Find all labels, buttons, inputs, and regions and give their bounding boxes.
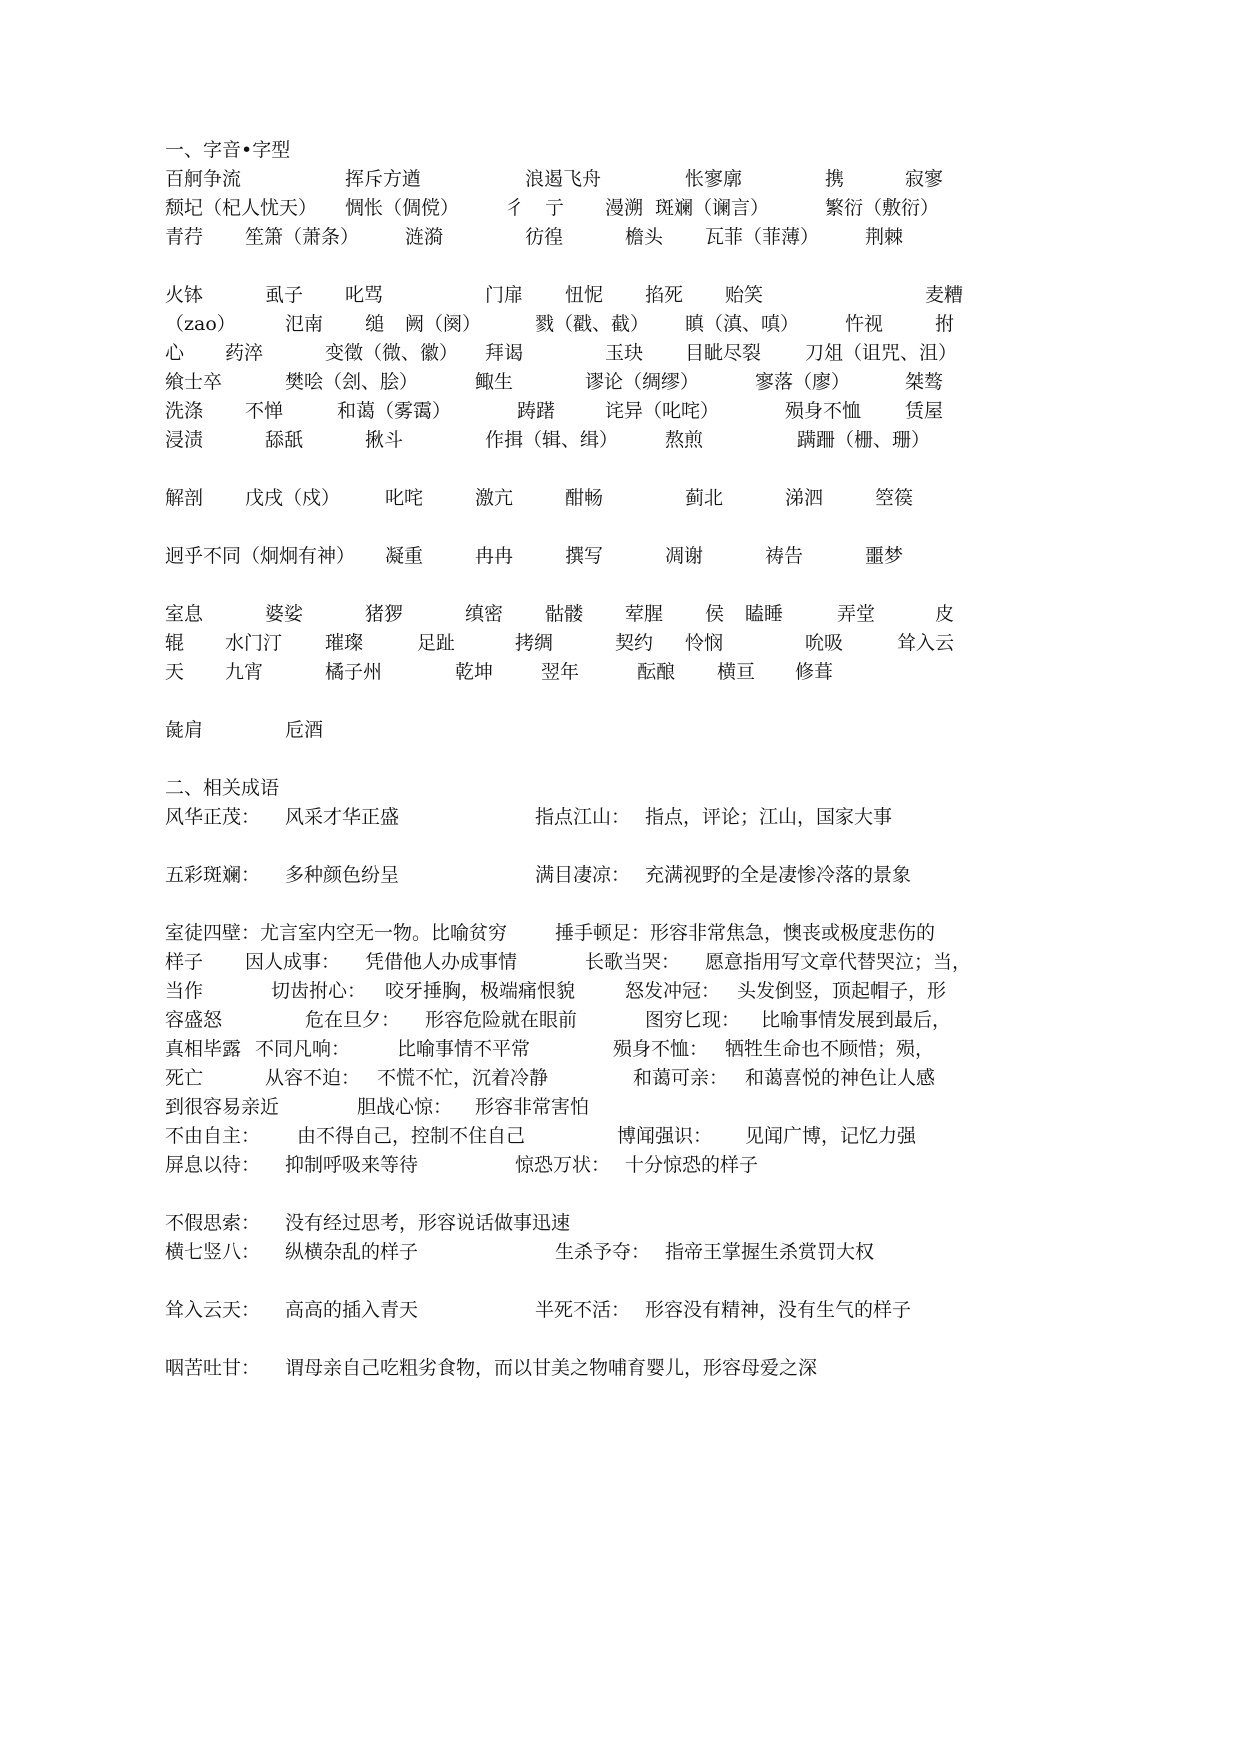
text-item: 危在旦夕：	[305, 1009, 401, 1031]
text-item: 瞌睡	[745, 603, 784, 625]
text-line	[165, 1238, 965, 1267]
text-item: 洗涤	[165, 400, 204, 422]
blank-line	[165, 1325, 965, 1354]
text-item: 虱子	[265, 284, 304, 306]
text-line	[165, 397, 965, 426]
text-item: 凋谢	[665, 545, 704, 567]
text-line	[165, 368, 965, 397]
text-item: 彘肩	[165, 719, 204, 741]
text-item: 瞋（滇、嗔）	[685, 313, 800, 335]
text-item: 凭借他人办成事情	[365, 951, 518, 973]
text-item: 漫溯	[605, 197, 644, 219]
text-item: 耸入云	[897, 632, 955, 654]
blank-line	[165, 455, 965, 484]
text-item: 戊戌（戍）	[245, 487, 341, 509]
text-item: 作揖（辑、缉）	[485, 429, 619, 451]
blank-line	[165, 890, 965, 919]
text-item: 满目凄凉：	[535, 864, 631, 886]
text-line	[165, 600, 965, 629]
text-item: 头发倒竖，顶起帽子，形	[737, 980, 947, 1002]
text-item: 火钵	[165, 284, 204, 306]
text-item: 颓圮（杞人忧天）	[165, 197, 318, 219]
text-item: 檐头	[625, 226, 664, 248]
text-item: 横七竖八：	[165, 1241, 261, 1263]
text-item: 箜篌	[875, 487, 914, 509]
text-line	[165, 629, 965, 658]
text-line	[165, 310, 965, 339]
text-item: 死亡	[165, 1067, 204, 1089]
text-item: 样子	[165, 951, 204, 973]
text-item: 长歌当哭：	[585, 951, 681, 973]
text-item: 当作	[165, 980, 204, 1002]
text-item: 横亘	[717, 661, 756, 683]
text-item: 图穷匕现：	[645, 1009, 741, 1031]
text-item: 涟漪	[405, 226, 444, 248]
text-item: 贻笑	[725, 284, 764, 306]
text-item: 和蔼可亲：	[633, 1067, 729, 1089]
blank-line	[165, 745, 965, 774]
text-line	[165, 1209, 965, 1238]
text-item: 变徵（微、徽）	[325, 342, 459, 364]
text-item: 诧异（叱咤）	[605, 400, 720, 422]
blank-line	[165, 252, 965, 281]
text-item: 见闻广博，记忆力强	[745, 1125, 917, 1147]
blank-line	[165, 571, 965, 600]
text-line	[165, 803, 965, 832]
text-item: 凝重	[385, 545, 424, 567]
blank-line	[165, 687, 965, 716]
text-item: 门扉	[485, 284, 524, 306]
text-line	[165, 426, 965, 455]
text-item: 浸渍	[165, 429, 204, 451]
text-item: 谬论（绸缪）	[585, 371, 700, 393]
text-item: 蹒跚（栅、珊）	[797, 429, 931, 451]
text-item: 解剖	[165, 487, 204, 509]
text-item: 咽苦吐甘：	[165, 1357, 261, 1379]
text-item: 酣畅	[565, 487, 604, 509]
text-item: 祷告	[765, 545, 804, 567]
text-item: 忸怩	[565, 284, 604, 306]
text-line	[165, 861, 965, 890]
text-item: 叱咤	[385, 487, 424, 509]
text-line	[165, 977, 965, 1006]
text-item: 缜密	[465, 603, 504, 625]
text-item: 殒身不恤：	[613, 1038, 709, 1060]
text-item: 彷徨	[525, 226, 564, 248]
text-item: 抑制呼吸来等待	[285, 1154, 419, 1176]
text-item: 真相毕露	[165, 1038, 242, 1060]
text-item: 纵横杂乱的样子	[285, 1241, 419, 1263]
text-item: 斑斓（谰言）	[655, 197, 770, 219]
text-line	[165, 484, 965, 513]
text-item: 叱骂	[345, 284, 384, 306]
text-item: 怜悯	[685, 632, 724, 654]
text-item: 室徒四壁：尤言室内空无一物。比喻贫穷	[165, 922, 508, 944]
text-line	[165, 1296, 965, 1325]
text-item: 乾坤	[455, 661, 494, 683]
text-item: 怅寥廓	[685, 168, 743, 190]
text-item: 亍	[545, 197, 565, 219]
blank-line	[165, 1180, 965, 1209]
text-item: 屏息以待：	[165, 1154, 261, 1176]
text-item: 怒发冲冠：	[625, 980, 721, 1002]
text-item: 水门汀	[225, 632, 283, 654]
text-item: 拊	[935, 313, 955, 335]
text-item: 半死不活：	[535, 1299, 631, 1321]
text-item: 足趾	[417, 632, 456, 654]
text-item: 捶手顿足：形容非常焦急，懊丧或极度悲伤的	[555, 922, 936, 944]
text-item: 繁衍（敷衍）	[825, 197, 940, 219]
text-item: 激亢	[475, 487, 514, 509]
text-item: 辊	[165, 632, 185, 654]
text-item: 谓母亲自己吃粗劣食物，而以甘美之物哺育婴儿，形容母爱之深	[285, 1357, 818, 1379]
text-item: 麦糟	[925, 284, 964, 306]
text-item: 没有经过思考，形容说话做事迅速	[285, 1212, 571, 1234]
text-item: 骷髅	[545, 603, 584, 625]
text-item: 冉冉	[475, 545, 514, 567]
text-item: 撰写	[565, 545, 604, 567]
text-item: 惆怅（倜傥）	[345, 197, 460, 219]
text-item: 飨士卒	[165, 371, 223, 393]
text-item: 五彩斑斓：	[165, 864, 261, 886]
text-item: 揪斗	[365, 429, 404, 451]
text-item: 不慌不忙，沉着冷静	[377, 1067, 549, 1089]
text-item: 形容非常害怕	[475, 1096, 590, 1118]
text-item: 指点，评论；江山，国家大事	[645, 806, 893, 828]
text-item: 修葺	[795, 661, 834, 683]
text-item: （zao）	[165, 313, 236, 335]
text-item: 博闻强识：	[617, 1125, 713, 1147]
text-item: 不同凡响：	[255, 1038, 351, 1060]
text-item: 寥落（廖）	[755, 371, 851, 393]
text-item: 掐死	[645, 284, 684, 306]
text-item: 不假思索：	[165, 1212, 261, 1234]
text-item: 青荇	[165, 226, 204, 248]
text-item: 弄堂	[837, 603, 876, 625]
blank-line	[165, 513, 965, 542]
text-item: 心	[165, 342, 185, 364]
text-item: 一、字音•字型	[165, 139, 291, 161]
text-item: 阙（阕）	[405, 313, 482, 335]
text-item: 比喻事情发展到最后，	[761, 1009, 952, 1031]
text-item: 指帝王掌握生杀赏罚大权	[665, 1241, 875, 1263]
text-item: 踌躇	[517, 400, 556, 422]
text-item: 彳	[505, 197, 525, 219]
text-line	[165, 1035, 965, 1064]
text-item: 荆棘	[865, 226, 904, 248]
text-item: 卮酒	[285, 719, 324, 741]
text-line	[165, 165, 965, 194]
text-item: 拜谒	[485, 342, 524, 364]
text-item: 和蔼喜悦的神色让人感	[745, 1067, 936, 1089]
text-item: 氾南	[285, 313, 324, 335]
text-item: 酝酿	[637, 661, 676, 683]
text-item: 不惮	[245, 400, 284, 422]
text-item: 拷绸	[515, 632, 554, 654]
text-item: 桀骜	[905, 371, 944, 393]
text-item: 目眦尽裂	[685, 342, 762, 364]
text-item: 从容不迫：	[265, 1067, 361, 1089]
text-line	[165, 658, 965, 687]
text-item: 婆娑	[265, 603, 304, 625]
text-item: 契约	[615, 632, 654, 654]
section-heading	[165, 774, 965, 803]
text-item: 皮	[935, 603, 955, 625]
text-item: 吮吸	[805, 632, 844, 654]
text-item: 切齿拊心：	[271, 980, 367, 1002]
text-item: 戮（戳、截）	[535, 313, 650, 335]
text-item: 携	[825, 168, 845, 190]
text-item: 二、相关成语	[165, 777, 280, 799]
text-item: 侯	[705, 603, 725, 625]
text-line	[165, 542, 965, 571]
text-item: 樊哙（刽、脍）	[285, 371, 419, 393]
text-item: 天	[165, 661, 185, 683]
text-item: 耸入云天：	[165, 1299, 261, 1321]
blank-line	[165, 1267, 965, 1296]
text-item: 殒身不恤	[785, 400, 862, 422]
text-item: 蓟北	[685, 487, 724, 509]
text-item: 熬煎	[665, 429, 704, 451]
text-item: 充满视野的全是凄惨冷落的景象	[645, 864, 912, 886]
text-line	[165, 339, 965, 368]
text-line	[165, 716, 965, 745]
text-line	[165, 1064, 965, 1093]
text-line	[165, 948, 972, 977]
text-item: 浪遏飞舟	[525, 168, 602, 190]
text-line	[165, 223, 965, 252]
text-item: 到很容易亲近	[165, 1096, 280, 1118]
text-line	[165, 1122, 965, 1151]
text-item: 迥乎不同（炯炯有神）	[165, 545, 356, 567]
text-line	[165, 919, 965, 948]
text-line	[165, 194, 965, 223]
text-item: 不由自主：	[165, 1125, 261, 1147]
text-item: 缒	[365, 313, 385, 335]
text-item: 笙箫（萧条）	[245, 226, 360, 248]
text-item: 舔舐	[265, 429, 304, 451]
text-item: 十分惊恐的样子	[625, 1154, 759, 1176]
text-item: 胆战心惊：	[357, 1096, 453, 1118]
text-item: 由不得自己，控制不住自己	[297, 1125, 526, 1147]
text-item: 咬牙捶胸，极端痛恨貌	[385, 980, 576, 1002]
text-item: 指点江山：	[535, 806, 631, 828]
text-item: 因人成事：	[245, 951, 341, 973]
text-item: 橘子州	[325, 661, 383, 683]
text-item: 容盛怒	[165, 1009, 223, 1031]
text-item: 牺牲生命也不顾惜；殒，	[725, 1038, 935, 1060]
text-item: 瓦菲（菲薄）	[705, 226, 820, 248]
text-item: 比喻事情不平常	[397, 1038, 531, 1060]
text-item: 药淬	[225, 342, 264, 364]
text-item: 高高的插入青天	[285, 1299, 419, 1321]
text-item: 忤视	[845, 313, 884, 335]
text-line	[165, 1151, 965, 1180]
document-body	[165, 136, 972, 1383]
text-item: 赁屋	[905, 400, 944, 422]
text-line	[165, 1093, 965, 1122]
text-item: 玉玦	[605, 342, 644, 364]
text-item: 百舸争流	[165, 168, 242, 190]
text-item: 风华正茂：	[165, 806, 261, 828]
text-item: 寂寥	[905, 168, 944, 190]
text-line	[165, 1006, 965, 1035]
text-item: 挥斥方遒	[345, 168, 422, 190]
text-item: 风采才华正盛	[285, 806, 400, 828]
text-item: 愿意指用写文章代替哭泣；当，	[705, 951, 972, 973]
text-item: 荤腥	[625, 603, 664, 625]
text-item: 形容危险就在眼前	[425, 1009, 578, 1031]
text-item: 室息	[165, 603, 204, 625]
text-item: 和蔼（雾霭）	[337, 400, 452, 422]
text-item: 多种颜色纷呈	[285, 864, 400, 886]
text-item: 璀璨	[325, 632, 364, 654]
text-line	[165, 281, 965, 310]
text-item: 生杀予夺：	[555, 1241, 651, 1263]
text-item: 翌年	[541, 661, 580, 683]
text-item: 九宵	[225, 661, 264, 683]
text-item: 噩梦	[865, 545, 904, 567]
text-item: 刀俎（诅咒、沮）	[805, 342, 958, 364]
text-item: 猪猡	[365, 603, 404, 625]
text-item: 形容没有精神，没有生气的样子	[645, 1299, 912, 1321]
text-line	[165, 1354, 965, 1383]
text-item: 鲰生	[475, 371, 514, 393]
text-item: 惊恐万状：	[515, 1154, 611, 1176]
blank-line	[165, 832, 965, 861]
section-heading	[165, 136, 965, 165]
text-item: 涕泗	[785, 487, 824, 509]
